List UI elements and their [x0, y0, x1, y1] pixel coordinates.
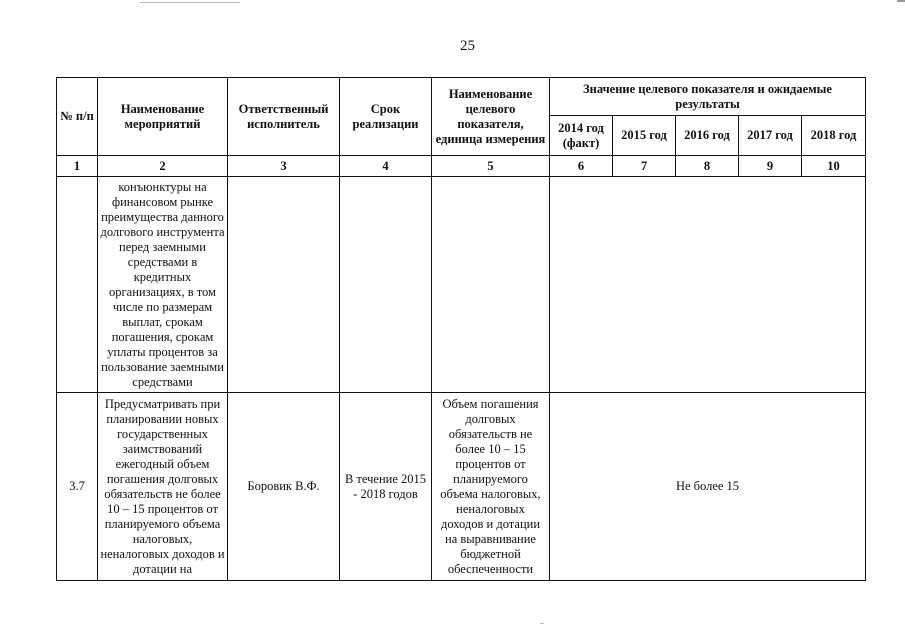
- column-number: 7: [613, 156, 676, 177]
- header-indicator: Наименование целевого показателя, единица измерения: [432, 78, 550, 156]
- row-period-cell: В течение 2015 - 2018 годов: [340, 393, 432, 581]
- header-num: № п/п: [57, 78, 98, 156]
- column-number: 8: [676, 156, 739, 177]
- column-number: 6: [550, 156, 613, 177]
- header-values-group: Значение целевого показателя и ожидаемые результаты: [550, 78, 866, 116]
- column-number: 2: [98, 156, 228, 177]
- column-number: 4: [340, 156, 432, 177]
- header-row: [57, 78, 866, 116]
- row-num-cell: [57, 177, 98, 393]
- row-measure-cell: конъюнктуры на финансовом рынке преимущества данного долгового инструмента перед заемными средствами в кредитных организациях, в том числе по размерам выплат, срокам погашения, срокам уплаты процентов за пользование заемными средствами: [98, 177, 228, 393]
- table-row: [57, 177, 866, 393]
- header-year: 2014 год (факт): [550, 116, 613, 156]
- row-indicator-cell: Объем погашения долговых обязательств не более 10 – 15 процентов от планируемого объема налоговых, неналоговых доходов и дотации на выравнивание бюджетной обеспеченности: [432, 393, 550, 581]
- scan-artifact-corner: [897, 0, 905, 10]
- row-value-cell: Не более 15: [550, 393, 866, 581]
- page-number: 25: [460, 38, 475, 54]
- header-year: 2016 год: [676, 116, 739, 156]
- header-period: Срок реализации: [340, 78, 432, 156]
- column-number: 10: [802, 156, 866, 177]
- table-row: [57, 393, 866, 581]
- column-number: 9: [739, 156, 802, 177]
- header-measures: Наименование мероприятий: [98, 78, 228, 156]
- header-year: 2018 год: [802, 116, 866, 156]
- column-numbers-row: [57, 156, 866, 177]
- row-executor-cell: [228, 177, 340, 393]
- column-number: 3: [228, 156, 340, 177]
- row-executor-cell: Боровик В.Ф.: [228, 393, 340, 581]
- scan-artifact-line: [140, 2, 240, 3]
- row-period-cell: [340, 177, 432, 393]
- row-value-cell: [550, 177, 866, 393]
- header-executor: Ответственный исполнитель: [228, 78, 340, 156]
- column-number: 1: [57, 156, 98, 177]
- measures-table: [56, 77, 866, 581]
- scan-artifact-dot: [540, 623, 544, 624]
- column-number: 5: [432, 156, 550, 177]
- row-measure-cell: Предусматривать при планировании новых государственных заимствований ежегодный объем погашения долговых обязательств не более 10 – 15 процентов от планируемого объема налоговых, неналоговых доходов и дотации на: [98, 393, 228, 581]
- row-num-cell: 3.7: [57, 393, 98, 581]
- header-year: 2015 год: [613, 116, 676, 156]
- row-indicator-cell: [432, 177, 550, 393]
- header-year: 2017 год: [739, 116, 802, 156]
